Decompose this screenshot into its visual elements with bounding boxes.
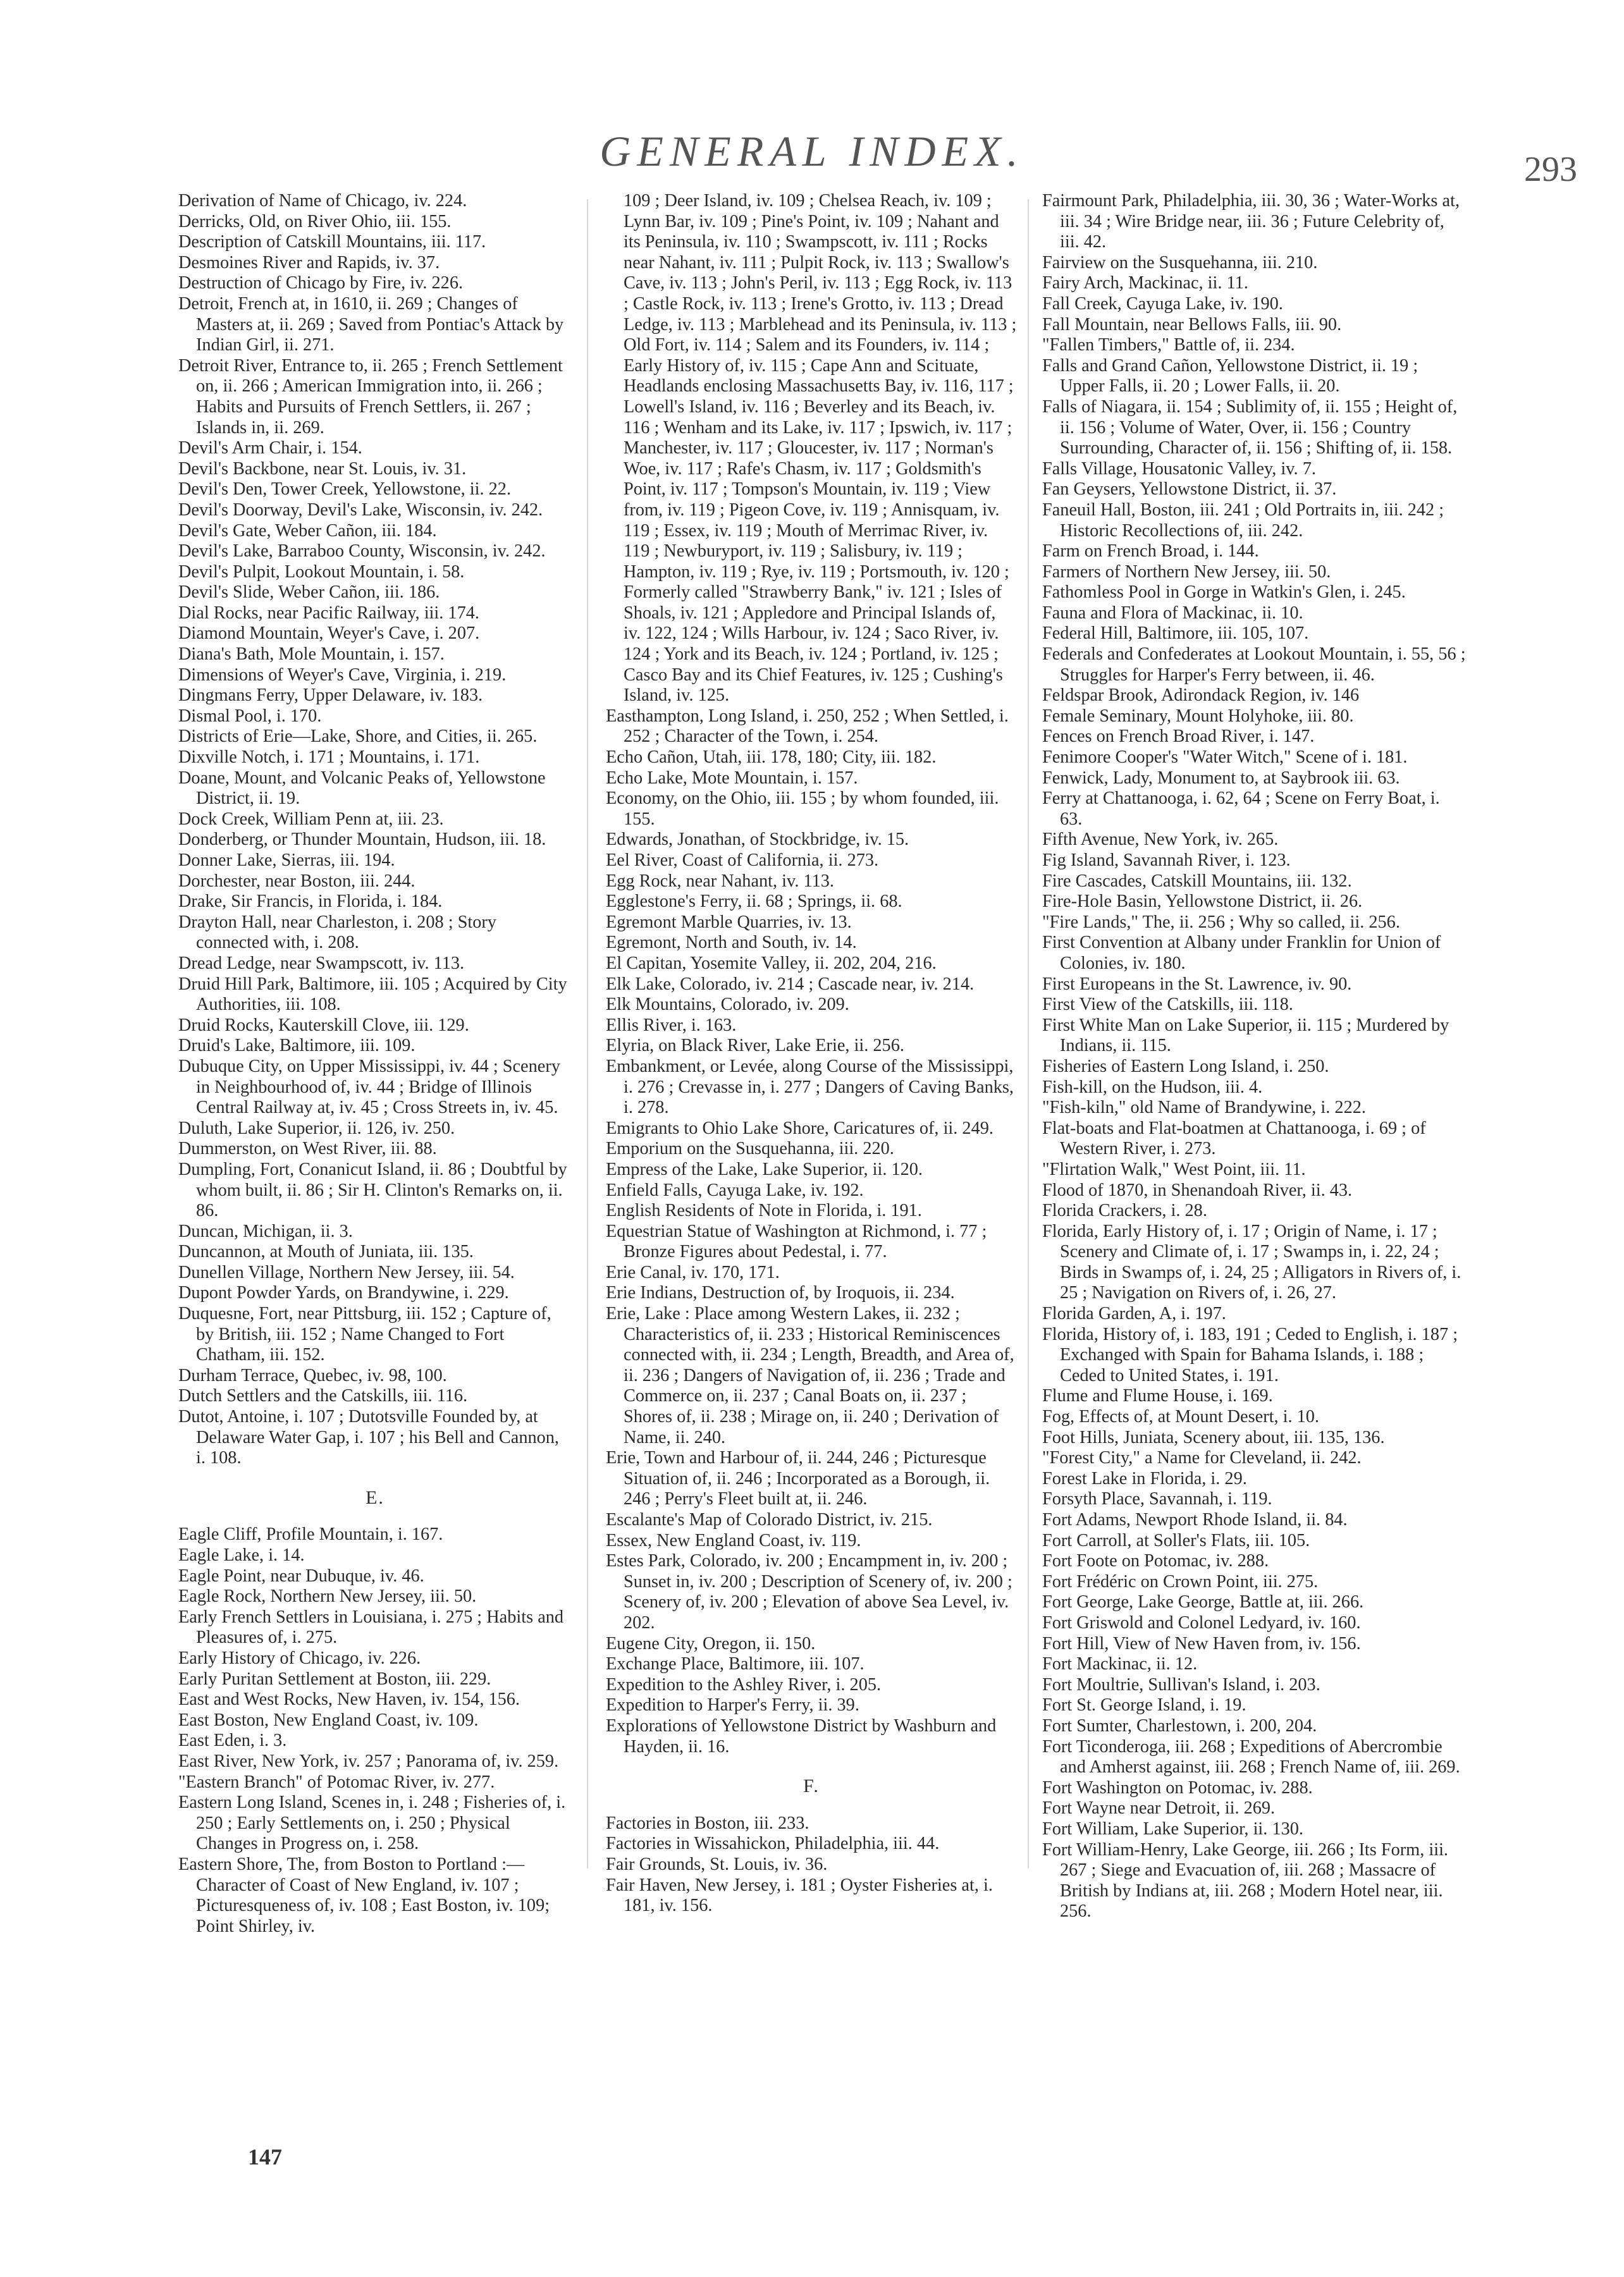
index-entry: Fort Ticonderoga, iii. 268 ; Expeditions of Abercrombie and Amherst against, iii. 268 ; French Name of, iii. 269. xyxy=(1042,1736,1460,1777)
index-entry: Devil's Doorway, Devil's Lake, Wisconsin, iv. 242. xyxy=(178,500,543,520)
index-entry: Farm on French Broad, i. 144. xyxy=(1042,541,1259,562)
index-entry: Fort Moultrie, Sullivan's Island, i. 203. xyxy=(1042,1674,1320,1695)
index-entry: Florida Garden, A, i. 197. xyxy=(1042,1304,1226,1324)
index-entry: Falls of Niagara, ii. 154 ; Sublimity of, ii. 155 ; Height of, ii. 156 ; Volume of Water, Over, ii. 156 ; Country Surrounding, Character of, ii. 156 ; Shifting of, ii. 158. xyxy=(1042,396,1458,458)
index-entry: Florida Crackers, i. 28. xyxy=(1042,1201,1207,1221)
index-entry: "Eastern Branch" of Potomac River, iv. 277. xyxy=(178,1772,495,1792)
index-entry: Erie, Lake : Place among Western Lakes, ii. 232 ; Characteristics of, ii. 233 ; Historical Reminiscences connected with, ii. 234 ; Length, Breadth, and Area of, ii. 236 ; Dangers of Navigation of, ii. 236 ; Trade and Commerce on, ii. 237 ; Canal Boats on, ii. 237 ; Shores of, ii. 238 ; Mirage on, ii. 240 ; Derivation of Name, ii. 240. xyxy=(606,1304,1014,1447)
index-entry: Early History of Chicago, iv. 226. xyxy=(178,1648,421,1668)
index-entry: Detroit, French at, in 1610, ii. 269 ; Changes of Masters at, ii. 269 ; Saved from Pontiac's Attack by Indian Girl, ii. 271. xyxy=(178,293,564,355)
index-entry: Egremont, North and South, iv. 14. xyxy=(606,933,857,953)
index-entry: Equestrian Statue of Washington at Richmond, i. 77 ; Bronze Figures about Pedestal, i. 77. xyxy=(606,1221,987,1262)
index-entry: Dimensions of Weyer's Cave, Virginia, i. 219. xyxy=(178,665,507,685)
continued-entry: 109 ; Deer Island, iv. 109 ; Chelsea Reach, iv. 109 ; Lynn Bar, iv. 109 ; Pine's Point, iv. 109 ; Nahant and its Peninsula, iv. 110 ; Swampscott, iv. 111 ; Rocks near Nahant, iv. 111 ; Pulpit Rock, iv. 113 ; Swallow's Cave, iv. 113 ; John's Peril, iv. 113 ; Egg Rock, iv. 113 ; Castle Rock, iv. 113 ; Irene's Grotto, iv. 113 ; Dread Ledge, iv. 113 ; Marblehead and its Peninsula, iv. 113 ; Old Fort, iv. 114 ; Salem and its Founders, iv. 114 ; Early History of, iv. 115 ; Cape Ann and Scituate, Headlands enclosing Massachusetts Bay, iv. 116, 117 ; Lowell's Island, iv. 116 ; Beverley and its Beach, iv. 116 ; Wenham and its Lake, iv. 117 ; Ipswich, iv. 117 ; Manchester, iv. 117 ; Gloucester, iv. 117 ; Norman's Woe, iv. 117 ; Rafe's Chasm, iv. 117 ; Goldsmith's Point, iv. 117 ; Tompson's Mountain, iv. 119 ; View from, iv. 119 ; Pigeon Cove, iv. 119 ; Annisquam, iv. 119 ; Essex, iv. 119 ; Mouth of Merrimac River, iv. 119 ; Newburyport, iv. 119 ; Salisbury, iv. 119 ; Hampton, iv. 119 ; Rye, iv. 119 ; Portsmouth, iv. 120 ; Formerly called "Strawberry Bank," iv. 121 ; Isles of Shoals, iv. 121 ; Appledore and Principal Islands of, iv. 122, 124 ; Wills Harbour, iv. 124 ; Saco River, iv. 124 ; York and its Beach, iv. 124 ; Portland, iv. 125 ; Casco Bay and its Chief Features, iv. 125 ; Cushing's Island, iv. 125. xyxy=(624,191,1017,706)
index-entry: Emigrants to Ohio Lake Shore, Caricatures of, ii. 249. xyxy=(606,1118,993,1138)
index-entry: Devil's Slide, Weber Cañon, iii. 186. xyxy=(178,582,440,603)
index-entry: Devil's Lake, Barraboo County, Wisconsin, iv. 242. xyxy=(178,541,546,562)
index-entry: Escalante's Map of Colorado District, iv. 215. xyxy=(606,1510,933,1530)
index-entry: El Capitan, Yosemite Valley, ii. 202, 204, 216. xyxy=(606,953,937,973)
index-entry: Foot Hills, Juniata, Scenery about, iii. 135, 136. xyxy=(1042,1427,1385,1447)
index-entry: Expedition to Harper's Ferry, ii. 39. xyxy=(606,1695,859,1715)
index-entry: Duncannon, at Mouth of Juniata, iii. 135. xyxy=(178,1242,474,1262)
index-entry: Eastern Shore, The, from Boston to Portland :—Character of Coast of New England, iv. 107 ; Picturesqueness of, iv. 108 ; East Boston, iv. 109; Point Shirley, iv. xyxy=(178,1854,550,1936)
index-entry: Florida, History of, i. 183, 191 ; Ceded to English, i. 187 ; Exchanged with Spain for Bahama Islands, i. 188 ; Ceded to United States, i. 191. xyxy=(1042,1324,1458,1385)
index-entry: Fisheries of Eastern Long Island, i. 250. xyxy=(1042,1056,1329,1076)
index-entry: Farmers of Northern New Jersey, iii. 50. xyxy=(1042,562,1331,582)
index-entry: Fort William-Henry, Lake George, iii. 266 ; Its Form, iii. 267 ; Siege and Evacuation of, iii. 268 ; Massacre of British by Indians at, iii. 268 ; Modern Hotel near, iii. 256. xyxy=(1042,1839,1448,1922)
index-entry: Enfield Falls, Cayuga Lake, iv. 192. xyxy=(606,1180,864,1200)
index-entry: Dismal Pool, i. 170. xyxy=(178,706,322,726)
page-header-title: GENERAL INDEX. xyxy=(600,127,1024,175)
index-entry: Eagle Point, near Dubuque, iv. 46. xyxy=(178,1566,424,1586)
index-entry: Detroit River, Entrance to, ii. 265 ; French Settlement on, ii. 266 ; American Immigration into, ii. 266 ; Habits and Pursuits of French Settlers, ii. 267 ; Islands in, ii. 269. xyxy=(178,355,563,438)
index-entry: Devil's Pulpit, Lookout Mountain, i. 58. xyxy=(178,562,465,582)
index-column-left xyxy=(178,191,572,1937)
index-entry: Eastern Long Island, Scenes in, i. 248 ; Fisheries of, i. 250 ; Early Settlements on, i. 250 ; Physical Changes in Progress on, i. 258. xyxy=(178,1793,566,1854)
index-entry: Fall Mountain, near Bellows Falls, iii. 90. xyxy=(1042,314,1342,334)
index-entry: Embankment, or Levée, along Course of the Mississippi, i. 276 ; Crevasse in, i. 277 ; Dangers of Caving Banks, i. 278. xyxy=(606,1056,1014,1118)
index-entry: Fairy Arch, Mackinac, ii. 11. xyxy=(1042,273,1248,293)
index-entry: Fish-kill, on the Hudson, iii. 4. xyxy=(1042,1077,1263,1097)
index-entry: Easthampton, Long Island, i. 250, 252 ; When Settled, i. 252 ; Character of the Town, i. 254. xyxy=(606,706,1009,747)
index-entry: Forsyth Place, Savannah, i. 119. xyxy=(1042,1489,1272,1509)
index-entry: English Residents of Note in Florida, i. 191. xyxy=(606,1201,922,1221)
index-entry: East River, New York, iv. 257 ; Panorama of, iv. 259. xyxy=(178,1751,559,1771)
index-entry: Dumpling, Fort, Conanicut Island, ii. 86 ; Doubtful by whom built, ii. 86 ; Sir H. Clinton's Remarks on, ii. 86. xyxy=(178,1159,567,1221)
index-entry: Empress of the Lake, Lake Superior, ii. 120. xyxy=(606,1159,923,1179)
index-entry: Ferry at Chattanooga, i. 62, 64 ; Scene on Ferry Boat, i. 63. xyxy=(1042,789,1440,829)
index-entry: Fort Wayne near Detroit, ii. 269. xyxy=(1042,1798,1276,1819)
index-entry: Eugene City, Oregon, ii. 150. xyxy=(606,1633,816,1654)
index-entry: Drayton Hall, near Charleston, i. 208 ; Story connected with, i. 208. xyxy=(178,912,496,953)
index-entry: "Fire Lands," The, ii. 256 ; Why so called, ii. 256. xyxy=(1042,912,1400,932)
section-letter-e: E. xyxy=(366,1487,384,1508)
index-entry: Doane, Mount, and Volcanic Peaks of, Yellowstone District, ii. 19. xyxy=(178,768,546,809)
index-entry: Fall Creek, Cayuga Lake, iv. 190. xyxy=(1042,293,1283,314)
entry-list-e xyxy=(178,1525,572,1937)
index-entry: Expedition to the Ashley River, i. 205. xyxy=(606,1674,882,1695)
index-entry: Explorations of Yellowstone District by Washburn and Hayden, ii. 16. xyxy=(606,1715,997,1757)
index-entry: Emporium on the Susquehanna, iii. 220. xyxy=(606,1139,894,1159)
index-entry: Flat-boats and Flat-boatmen at Chattanooga, i. 69 ; of Western River, i. 273. xyxy=(1042,1118,1426,1159)
index-entry: Elk Lake, Colorado, iv. 214 ; Cascade near, iv. 214. xyxy=(606,974,975,994)
section-letter-f: F. xyxy=(803,1776,820,1797)
index-entry: Estes Park, Colorado, iv. 200 ; Encampment in, iv. 200 ; Sunset in, iv. 200 ; Description of Scenery of, iv. 200 ; Scenery of, iv. 200 ; Elevation of above Sea Level, iv. 202. xyxy=(606,1551,1012,1633)
index-entry: Fair Grounds, St. Louis, iv. 36. xyxy=(606,1854,828,1874)
index-entry: Devil's Den, Tower Creek, Yellowstone, ii. 22. xyxy=(178,479,512,500)
index-entry: Donderberg, or Thunder Mountain, Hudson, iii. 18. xyxy=(178,830,546,850)
index-entry: Fathomless Pool in Gorge in Watkin's Glen, i. 245. xyxy=(1042,582,1406,603)
index-entry: Dial Rocks, near Pacific Railway, iii. 174. xyxy=(178,603,479,623)
index-entry: Dubuque City, on Upper Mississippi, iv. 44 ; Scenery in Neighbourhood of, iv. 44 ; Bridge of Illinois Central Railway at, iv. 45 ; Cross Streets in, iv. 45. xyxy=(178,1056,560,1118)
index-entry: Eagle Lake, i. 14. xyxy=(178,1545,305,1565)
index-entry: Economy, on the Ohio, iii. 155 ; by whom founded, iii. 155. xyxy=(606,789,999,829)
index-entry: First View of the Catskills, iii. 118. xyxy=(1042,995,1293,1015)
index-entry: Dummerston, on West River, iii. 88. xyxy=(178,1139,437,1159)
index-column-right xyxy=(1042,191,1466,1922)
index-entry: Devil's Arm Chair, i. 154. xyxy=(178,438,362,458)
index-entry: "Fish-kiln," old Name of Brandywine, i. 222. xyxy=(1042,1098,1366,1118)
index-entry: Description of Catskill Mountains, iii. 117. xyxy=(178,232,486,252)
index-entry: Fog, Effects of, at Mount Desert, i. 10. xyxy=(1042,1407,1320,1427)
index-entry: Fauna and Flora of Mackinac, ii. 10. xyxy=(1042,603,1303,623)
index-entry: Desmoines River and Rapids, iv. 37. xyxy=(178,252,440,273)
index-entry: Erie, Town and Harbour of, ii. 244, 246 ; Picturesque Situation of, ii. 246 ; Incorporated as a Borough, ii. 246 ; Perry's Fleet built at, ii. 246. xyxy=(606,1448,990,1509)
index-entry: Fort Adams, Newport Rhode Island, ii. 84. xyxy=(1042,1510,1348,1530)
index-entry: Durham Terrace, Quebec, iv. 98, 100. xyxy=(178,1365,447,1385)
index-entry: Federal Hill, Baltimore, iii. 105, 107. xyxy=(1042,623,1309,644)
index-entry: Fort Griswold and Colonel Ledyard, iv. 160. xyxy=(1042,1612,1361,1633)
index-entry: Dock Creek, William Penn at, iii. 23. xyxy=(178,809,444,829)
index-entry: Druid Rocks, Kauterskill Clove, iii. 129. xyxy=(178,1015,469,1035)
index-entry: Echo Cañon, Utah, iii. 178, 180; City, iii. 182. xyxy=(606,747,937,768)
index-entry: East Eden, i. 3. xyxy=(178,1731,287,1751)
index-entry: Districts of Erie—Lake, Shore, and Cities, ii. 265. xyxy=(178,727,538,747)
index-entry: Fairview on the Susquehanna, iii. 210. xyxy=(1042,252,1318,273)
index-entry: Essex, New England Coast, iv. 119. xyxy=(606,1530,861,1550)
index-entry: Early Puritan Settlement at Boston, iii. 229. xyxy=(178,1669,491,1689)
index-entry: Egg Rock, near Nahant, iv. 113. xyxy=(606,871,834,891)
index-entry: Fenwick, Lady, Monument to, at Saybrook iii. 63. xyxy=(1042,768,1400,788)
entry-list-e-cont xyxy=(606,706,1017,1757)
index-entry: Destruction of Chicago by Fire, iv. 226. xyxy=(178,273,464,293)
index-entry: Fan Geysers, Yellowstone District, ii. 37. xyxy=(1042,479,1337,500)
index-entry: Erie Canal, iv. 170, 171. xyxy=(606,1262,780,1282)
index-entry: Diamond Mountain, Weyer's Cave, i. 207. xyxy=(178,623,480,644)
index-entry: Feldspar Brook, Adirondack Region, iv. 146 xyxy=(1042,685,1360,706)
index-entry: Eel River, Coast of California, ii. 273. xyxy=(606,850,879,870)
index-entry: Fair Haven, New Jersey, i. 181 ; Oyster Fisheries at, i. 181, iv. 156. xyxy=(606,1875,993,1916)
index-entry: Forest Lake in Florida, i. 29. xyxy=(1042,1468,1247,1488)
index-entry: Dread Ledge, near Swampscott, iv. 113. xyxy=(178,953,465,973)
index-entry: Dorchester, near Boston, iii. 244. xyxy=(178,871,415,891)
index-entry: Duluth, Lake Superior, ii. 126, iv. 250. xyxy=(178,1118,455,1138)
index-entry: Eagle Cliff, Profile Mountain, i. 167. xyxy=(178,1525,443,1545)
index-entry: Diana's Bath, Mole Mountain, i. 157. xyxy=(178,644,445,665)
entry-list-f-cont xyxy=(1042,191,1466,1922)
index-entry: Federals and Confederates at Lookout Mountain, i. 55, 56 ; Struggles for Harper's Ferry between, ii. 46. xyxy=(1042,644,1466,685)
index-entry: Eagle Rock, Northern New Jersey, iii. 50. xyxy=(178,1587,477,1607)
index-entry: First Europeans in the St. Lawrence, iv. 90. xyxy=(1042,974,1352,994)
index-entry: Falls Village, Housatonic Valley, iv. 7. xyxy=(1042,458,1316,479)
index-entry: East and West Rocks, New Haven, iv. 154, 156. xyxy=(178,1690,520,1710)
index-entry: Fig Island, Savannah River, i. 123. xyxy=(1042,850,1291,870)
index-entry: Echo Lake, Mote Mountain, i. 157. xyxy=(606,768,858,788)
index-entry: Egglestone's Ferry, ii. 68 ; Springs, ii. 68. xyxy=(606,892,902,912)
index-entry: Fort Sumter, Charlestown, i. 200, 204. xyxy=(1042,1715,1317,1736)
index-entry: Fort William, Lake Superior, ii. 130. xyxy=(1042,1819,1303,1839)
index-entry: Fifth Avenue, New York, iv. 265. xyxy=(1042,830,1279,850)
index-entry: "Fallen Timbers," Battle of, ii. 234. xyxy=(1042,335,1295,355)
index-entry: Fort Mackinac, ii. 12. xyxy=(1042,1654,1198,1674)
index-entry: Dunellen Village, Northern New Jersey, iii. 54. xyxy=(178,1262,515,1282)
index-entry: Duncan, Michigan, ii. 3. xyxy=(178,1221,353,1241)
index-entry: Flume and Flume House, i. 169. xyxy=(1042,1386,1273,1406)
index-entry: First White Man on Lake Superior, ii. 115 ; Murdered by Indians, ii. 115. xyxy=(1042,1015,1449,1056)
index-entry: Flood of 1870, in Shenandoah River, ii. 43. xyxy=(1042,1180,1353,1200)
index-entry: "Forest City," a Name for Cleveland, ii. 242. xyxy=(1042,1448,1362,1468)
index-entry: Elk Mountains, Colorado, iv. 209. xyxy=(606,995,849,1015)
index-entry: Derivation of Name of Chicago, iv. 224. xyxy=(178,191,467,211)
index-entry: Fort George, Lake George, Battle at, iii. 266. xyxy=(1042,1592,1364,1612)
index-entry: Faneuil Hall, Boston, iii. 241 ; Old Portraits in, iii. 242 ; Historic Recollections of, iii. 242. xyxy=(1042,500,1444,541)
index-entry: First Convention at Albany under Franklin for Union of Colonies, iv. 180. xyxy=(1042,933,1441,973)
column-divider xyxy=(587,199,588,1869)
index-entry: Fences on French Broad River, i. 147. xyxy=(1042,727,1315,747)
index-entry: Dutot, Antoine, i. 107 ; Dutotsville Founded by, at Delaware Water Gap, i. 107 ; his Bell and Cannon, i. 108. xyxy=(178,1407,559,1468)
index-entry: Dixville Notch, i. 171 ; Mountains, i. 171. xyxy=(178,747,480,768)
index-entry: Fire-Hole Basin, Yellowstone District, ii. 26. xyxy=(1042,892,1363,912)
index-entry: Drake, Sir Francis, in Florida, i. 184. xyxy=(178,892,443,912)
index-entry: Female Seminary, Mount Holyhoke, iii. 80. xyxy=(1042,706,1354,726)
index-entry: Ellis River, i. 163. xyxy=(606,1015,737,1035)
index-entry: Early French Settlers in Louisiana, i. 275 ; Habits and Pleasures of, i. 275. xyxy=(178,1607,564,1648)
index-entry: Fenimore Cooper's "Water Witch," Scene of i. 181. xyxy=(1042,747,1408,768)
index-entry: Elyria, on Black River, Lake Erie, ii. 256. xyxy=(606,1036,904,1056)
index-entry: Fairmount Park, Philadelphia, iii. 30, 36 ; Water-Works at, iii. 34 ; Wire Bridge near, iii. 36 ; Future Celebrity of, iii. 42. xyxy=(1042,191,1460,252)
index-entry: Donner Lake, Sierras, iii. 194. xyxy=(178,850,395,870)
index-entry: Devil's Gate, Weber Cañon, iii. 184. xyxy=(178,520,437,541)
index-entry: Devil's Backbone, near St. Louis, iv. 31. xyxy=(178,458,467,479)
index-entry: Factories in Boston, iii. 233. xyxy=(606,1813,809,1833)
index-entry: Fort Carroll, at Soller's Flats, iii. 105. xyxy=(1042,1530,1310,1550)
page-number: 293 xyxy=(1524,150,1577,189)
index-entry: Edwards, Jonathan, of Stockbridge, iv. 15. xyxy=(606,830,909,850)
index-entry: Fort Washington on Potomac, iv. 288. xyxy=(1042,1777,1313,1798)
index-entry: Druid's Lake, Baltimore, iii. 109. xyxy=(178,1036,415,1056)
column-divider xyxy=(1028,199,1029,1869)
index-entry: Duquesne, Fort, near Pittsburg, iii. 152 ; Capture of, by British, iii. 152 ; Name Changed to Fort Chatham, iii. 152. xyxy=(178,1304,551,1365)
index-column-middle xyxy=(606,191,1017,1917)
index-entry: "Flirtation Walk," West Point, iii. 11. xyxy=(1042,1159,1306,1179)
index-entry: Fort Frédéric on Crown Point, iii. 275. xyxy=(1042,1571,1319,1592)
folio-number: 147 xyxy=(248,2144,282,2170)
index-entry: Factories in Wissahickon, Philadelphia, iii. 44. xyxy=(606,1834,940,1854)
entry-list-f xyxy=(606,1814,1017,1917)
index-entry: Florida, Early History of, i. 17 ; Origin of Name, i. 17 ; Scenery and Climate of, i. 17 ; Swamps in, i. 22, 24 ; Birds in Swamps of, i. 24, 25 ; Alligators in Rivers of, i. 25 ; Navigation on Rivers of, i. 26, 27. xyxy=(1042,1221,1461,1303)
index-entry: Erie Indians, Destruction of, by Iroquois, ii. 234. xyxy=(606,1283,955,1303)
index-entry: East Boston, New England Coast, iv. 109. xyxy=(178,1710,479,1730)
index-entry: Derricks, Old, on River Ohio, iii. 155. xyxy=(178,211,452,231)
index-entry: Fort Hill, View of New Haven from, iv. 156. xyxy=(1042,1633,1361,1654)
index-entry: Exchange Place, Baltimore, iii. 107. xyxy=(606,1654,864,1674)
index-entry: Fort Foote on Potomac, iv. 288. xyxy=(1042,1551,1269,1571)
index-entry: Dutch Settlers and the Catskills, iii. 116. xyxy=(178,1386,468,1406)
entry-list-d xyxy=(178,191,572,1469)
index-entry: Dupont Powder Yards, on Brandywine, i. 229. xyxy=(178,1283,509,1303)
index-entry: Druid Hill Park, Baltimore, iii. 105 ; Acquired by City Authorities, iii. 108. xyxy=(178,974,567,1015)
index-entry: Egremont Marble Quarries, iv. 13. xyxy=(606,912,852,932)
index-entry: Fire Cascades, Catskill Mountains, iii. 132. xyxy=(1042,871,1352,891)
index-entry: Falls and Grand Cañon, Yellowstone District, ii. 19 ; Upper Falls, ii. 20 ; Lower Falls, ii. 20. xyxy=(1042,355,1418,396)
index-entry: Fort St. George Island, i. 19. xyxy=(1042,1695,1246,1715)
index-entry: Dingmans Ferry, Upper Delaware, iv. 183. xyxy=(178,685,483,706)
